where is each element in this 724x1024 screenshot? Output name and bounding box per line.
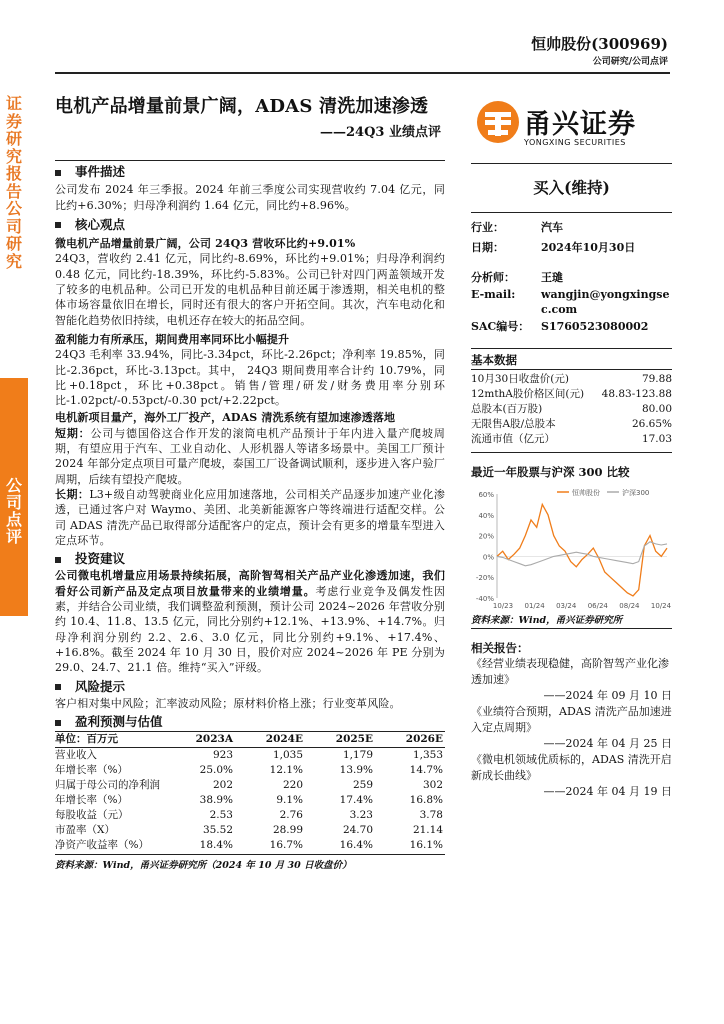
table-cell: 24.70 bbox=[342, 824, 373, 837]
header-company: 恒帅股份(300969) bbox=[531, 35, 668, 53]
table-row-label: 年增长率（%） bbox=[55, 794, 128, 807]
y-tick-label: 60% bbox=[478, 491, 494, 499]
chart-title: 最近一年股票与沪深 300 比较 bbox=[471, 465, 630, 479]
table-cell: 25.0% bbox=[199, 764, 233, 777]
forecast-title-text: 盈利预测与估值 bbox=[75, 714, 163, 730]
basic-data-key: 无限售A股/总股本 bbox=[471, 418, 556, 430]
table-row bbox=[55, 808, 445, 823]
y-tick-label: 40% bbox=[478, 511, 494, 520]
short-term-label: 短期： bbox=[55, 426, 91, 440]
yongxing-logo-icon bbox=[476, 100, 520, 144]
related-report-name[interactable]: 《微电机领域优质标的，ADAS 清洗开启新成长曲线》 bbox=[471, 753, 672, 782]
section-square-icon bbox=[55, 720, 61, 726]
section-divider bbox=[55, 160, 445, 161]
right-divider-top bbox=[471, 163, 672, 164]
basic-data-row bbox=[471, 402, 672, 417]
right-divider-related bbox=[471, 628, 672, 629]
table-row bbox=[55, 763, 445, 778]
analyst-label: 分析师： bbox=[471, 271, 515, 284]
table-cell: 1,035 bbox=[272, 749, 303, 762]
related-report-date: ——2024 年 04 月 19 日 bbox=[543, 785, 672, 798]
table-cell: 1,353 bbox=[412, 749, 443, 762]
industry-row bbox=[471, 220, 672, 235]
risk-section-title bbox=[55, 679, 445, 694]
analyst-row bbox=[471, 270, 672, 285]
core-section-title bbox=[55, 217, 445, 232]
related-report-name[interactable]: 《经营业绩表现稳健，高阶智驾产业化渗透加速》 bbox=[471, 657, 669, 686]
core-heading-1: 微电机产品增量前景广阔，公司 24Q3 营收环比约+9.01% bbox=[55, 237, 356, 251]
table-cell: 13.9% bbox=[339, 764, 373, 777]
y-tick-label: -20% bbox=[475, 574, 494, 583]
basic-data-block bbox=[471, 352, 672, 447]
table-cell: 2.76 bbox=[279, 809, 303, 822]
related-report-name[interactable]: 《业绩符合预期，ADAS 清洗产品加速进入定点周期》 bbox=[471, 705, 672, 734]
basic-data-value: 79.88 bbox=[641, 373, 672, 385]
date-row bbox=[471, 240, 672, 255]
table-cell: 35.52 bbox=[202, 824, 233, 837]
section-square-icon bbox=[55, 557, 61, 563]
invest-section-title bbox=[55, 551, 445, 566]
basic-data-value: 48.83-123.88 bbox=[601, 388, 672, 400]
related-list bbox=[471, 656, 672, 800]
logo-cn: 甬兴证券 bbox=[524, 109, 636, 140]
table-cell: 38.9% bbox=[199, 794, 233, 807]
industry-label: 行业： bbox=[471, 221, 504, 234]
forecast-section-title bbox=[55, 714, 445, 729]
long-term-label: 长期： bbox=[55, 487, 90, 501]
main-content bbox=[55, 160, 445, 874]
chart-source: 资料来源：Wind，甬兴证券研究所 bbox=[471, 615, 623, 626]
table-row bbox=[55, 748, 445, 764]
related-reports bbox=[471, 640, 672, 800]
x-tick-label: 03/24 bbox=[556, 602, 577, 610]
basic-title-divider bbox=[471, 369, 672, 370]
table-cell: 16.4% bbox=[339, 839, 373, 852]
event-title-text: 事件描述 bbox=[75, 164, 126, 179]
basic-data-key: 10月30日收盘价(元) bbox=[471, 373, 569, 385]
sac-label: SAC编号： bbox=[471, 320, 530, 333]
risk-title-text: 风险提示 bbox=[75, 678, 126, 694]
industry-value: 汽车 bbox=[541, 221, 563, 234]
email-label: E-mail: bbox=[471, 288, 516, 301]
table-row bbox=[55, 823, 445, 838]
table-cell: 2.53 bbox=[209, 809, 233, 822]
y-tick-label: -40% bbox=[475, 595, 494, 603]
sidebar-top-text: 证券研究报告 公司研究 bbox=[5, 94, 22, 271]
risk-text: 客户相对集中风险；汇率波动风险；原材料价格上涨；行业变革风险。 bbox=[55, 696, 401, 710]
series-line-index bbox=[497, 542, 667, 566]
legend-label: 沪深300 bbox=[622, 489, 650, 497]
table-cell: 16.1% bbox=[409, 839, 443, 852]
table-cell: 3.23 bbox=[349, 809, 373, 822]
table-cell: 17.4% bbox=[339, 794, 373, 807]
table-row-label: 净资产收益率（%） bbox=[55, 839, 149, 852]
section-square-icon bbox=[55, 222, 61, 228]
table-cell: 220 bbox=[282, 779, 303, 792]
section-square-icon bbox=[55, 684, 61, 690]
invest-text: 考虑行业竞争及偶发性因素，并结合公司业绩，我们调整盈利预测，预计公司 2024~2026 年营收分别约 10.4、11.8、13.5 亿元，同比分别约+12.1%、+13.9%、+14.7%。归母净利润分别约 2.2、2.6、3.0 亿元，同比分别约+9.1%、+17.4%、+16.8%。截至 2024 年 10 月 30 日，股价对应 2024~2026 年 PE 分别为 29.0、24.7、21.1 倍。维持“买入”评级。 bbox=[55, 584, 445, 675]
table-row-label: 营业收入 bbox=[55, 749, 97, 762]
table-row bbox=[55, 778, 445, 793]
table-cell: 12.1% bbox=[269, 764, 303, 777]
core-paragraph-3a bbox=[55, 426, 445, 487]
related-report-date: ——2024 年 09 月 10 日 bbox=[543, 689, 672, 702]
header-divider bbox=[55, 72, 670, 74]
basic-data-key: 总股本(百万股) bbox=[471, 403, 543, 415]
date-value: 2024年10月30日 bbox=[541, 241, 636, 254]
basic-data-row bbox=[471, 372, 672, 387]
table-row bbox=[55, 793, 445, 808]
table-cell: 9.1% bbox=[276, 794, 303, 807]
report-title: 电机产品增量前景广阔，ADAS 清洗加速渗透 bbox=[55, 96, 429, 117]
sac-value: S1760523080002 bbox=[541, 320, 649, 333]
event-text: 公司发布 2024 年三季报。2024 年前三季度公司实现营收约 7.04 亿元，同比约+6.30%；归母净利润约 1.64 亿元，同比约+8.96%。 bbox=[55, 183, 445, 212]
series-line-stock bbox=[497, 504, 667, 596]
x-tick-label: 10/23 bbox=[492, 602, 514, 610]
header-subline: 公司研究/公司点评 bbox=[592, 57, 668, 67]
table-cell: 21.14 bbox=[412, 824, 443, 837]
basic-data-row bbox=[471, 432, 672, 447]
long-term-text: L3+级自动驾驶商业化应用加速落地，公司相关产品逐步加速产业化渗透，已通过客户对 Waymo、美团、北美新能源客户等终端进行适配交样。公司 ADAS 清洗产品已取得部分适配客户的定点，预计会有更多的增量车型进入定点环节。 bbox=[55, 487, 446, 547]
short-term-text: 公司与德国俗这合作开发的滚筒电机产品预计于年内进入量产爬坡周期，有望应用于汽车、工业自动化、人形机器人等诸多场景中。美国工厂预计 2024 年部分定点项目可量产爬坡，泰国工厂设备调试顺利，逐步进入客户验厂周期，后续有望投产爬坡。 bbox=[55, 426, 446, 486]
legend-label: 恒帅股份 bbox=[572, 489, 600, 497]
table-row-label: 年增长率（%） bbox=[55, 764, 128, 777]
basic-data-value: 80.00 bbox=[641, 403, 672, 415]
related-title: 相关报告： bbox=[471, 641, 529, 655]
basic-data-rows bbox=[471, 372, 672, 447]
section-square-icon bbox=[55, 170, 61, 176]
table-row bbox=[55, 838, 445, 853]
date-label: 日期： bbox=[471, 241, 504, 254]
table-cell: 3.78 bbox=[419, 809, 443, 822]
chart-block bbox=[471, 464, 672, 480]
x-tick-label: 06/24 bbox=[587, 602, 608, 610]
basic-data-title: 基本数据 bbox=[471, 353, 517, 367]
stock-comparison-chart bbox=[471, 484, 672, 612]
email-row bbox=[471, 287, 672, 317]
table-cell: 2024E bbox=[235, 732, 305, 748]
sac-row bbox=[471, 319, 672, 334]
table-row-label: 归属于母公司的净利润 bbox=[55, 779, 160, 792]
sidebar-mid-label bbox=[0, 477, 28, 545]
forecast-table bbox=[55, 731, 445, 853]
x-tick-label: 08/24 bbox=[619, 602, 640, 610]
core-heading-2: 盈利能力有所承压，期间费用率同环比小幅提升 bbox=[55, 332, 290, 346]
table-cell: 259 bbox=[352, 779, 373, 792]
table-cell: 923 bbox=[212, 749, 233, 762]
basic-data-row bbox=[471, 417, 672, 432]
sidebar-top-label bbox=[0, 95, 28, 270]
x-tick-label: 10/24 bbox=[650, 602, 672, 610]
right-divider-rating bbox=[471, 212, 672, 213]
table-cell: 16.7% bbox=[269, 839, 303, 852]
basic-data-value: 26.65% bbox=[631, 418, 672, 430]
rating: 买入(维持) bbox=[533, 178, 610, 197]
email-value[interactable]: wangjin@yongxingsec.com bbox=[541, 288, 670, 316]
right-divider-basic bbox=[471, 348, 672, 349]
table-cell: 302 bbox=[422, 779, 443, 792]
table-cell: 2026E bbox=[375, 732, 445, 748]
right-divider-chart bbox=[471, 452, 672, 453]
invest-paragraph bbox=[55, 568, 445, 675]
analyst-value: 王璡 bbox=[541, 271, 563, 284]
basic-data-value: 17.03 bbox=[641, 433, 672, 445]
table-row-label: 单位：百万元 bbox=[55, 732, 165, 748]
table-cell: 202 bbox=[212, 779, 233, 792]
table-cell: 28.99 bbox=[272, 824, 303, 837]
table-cell: 18.4% bbox=[199, 839, 233, 852]
core-paragraph-1: 24Q3，营收约 2.41 亿元，同比约-8.69%，环比约+9.01%；归母净利润约 0.48 亿元，同比约-18.39%，环比约-5.83%。公司已针对四门两盖领域开发了较多的电机品种。公司已开发的电机品种目前还属于渗透期，相关电机的整体市场容量依旧在增长，同时还有很大的客户开拓空间。其次，汽车电动化和智能化趋势依旧持续，电机还存在较大的拓品空间。 bbox=[55, 252, 445, 327]
related-report-date: ——2024 年 04 月 25 日 bbox=[543, 737, 672, 750]
basic-data-key: 12mthA股价格区间(元) bbox=[471, 388, 585, 400]
sidebar-mid-text: 公司点评 bbox=[5, 476, 22, 546]
y-tick-label: 20% bbox=[478, 532, 494, 541]
table-cell: 16.8% bbox=[409, 794, 443, 807]
table-row-label: 每股收益（元） bbox=[55, 809, 129, 822]
invest-bold-text: 公司微电机增量应用场景持续拓展，高阶智驾相关产品产业化渗透加速，我们看好公司新产品及定点项目放量带来的业绩增量。 bbox=[55, 569, 445, 598]
table-cell: 2023A bbox=[165, 732, 235, 748]
table-row-label: 市盈率（X） bbox=[55, 824, 115, 837]
event-section-title bbox=[55, 164, 445, 179]
table-header-row bbox=[55, 732, 445, 748]
x-tick-label: 01/24 bbox=[524, 602, 545, 610]
table-source: 资料来源：Wind，甬兴证券研究所（2024 年 10 月 30 日收盘价） bbox=[55, 860, 352, 872]
basic-data-row bbox=[471, 387, 672, 402]
report-subtitle: ——24Q3 业绩点评 bbox=[320, 125, 441, 140]
core-title-text: 核心观点 bbox=[75, 216, 126, 232]
core-paragraph-3b bbox=[55, 487, 445, 548]
basic-data-key: 流通市值（亿元） bbox=[471, 433, 555, 445]
core-paragraph-2: 24Q3 毛利率 33.94%，同比-3.34pct，环比-2.26pct；净利率 19.85%，同比-2.36pct，环比-3.13pct。其中， 24Q3 期间费用率合计约 10.79%，同比+0.18pct，环比+0.38pct。销售/管理/研发/财务费用率分别环比-1.02pct/-0.53pct/-0.30 pct/+2.22pct。 bbox=[55, 348, 445, 408]
table-cell: 2025E bbox=[305, 732, 375, 748]
info-block bbox=[471, 220, 672, 334]
core-heading-3: 电机新项目量产，海外工厂投产，ADAS 清洗系统有望加速渗透落地 bbox=[55, 411, 396, 425]
y-tick-label: 0% bbox=[482, 553, 494, 562]
table-cell: 1,179 bbox=[342, 749, 373, 762]
table-bottom-divider bbox=[55, 854, 445, 855]
invest-title-text: 投资建议 bbox=[75, 551, 126, 567]
logo-en: YONGXING SECURITIES bbox=[524, 138, 626, 147]
table-cell: 14.7% bbox=[409, 764, 443, 777]
